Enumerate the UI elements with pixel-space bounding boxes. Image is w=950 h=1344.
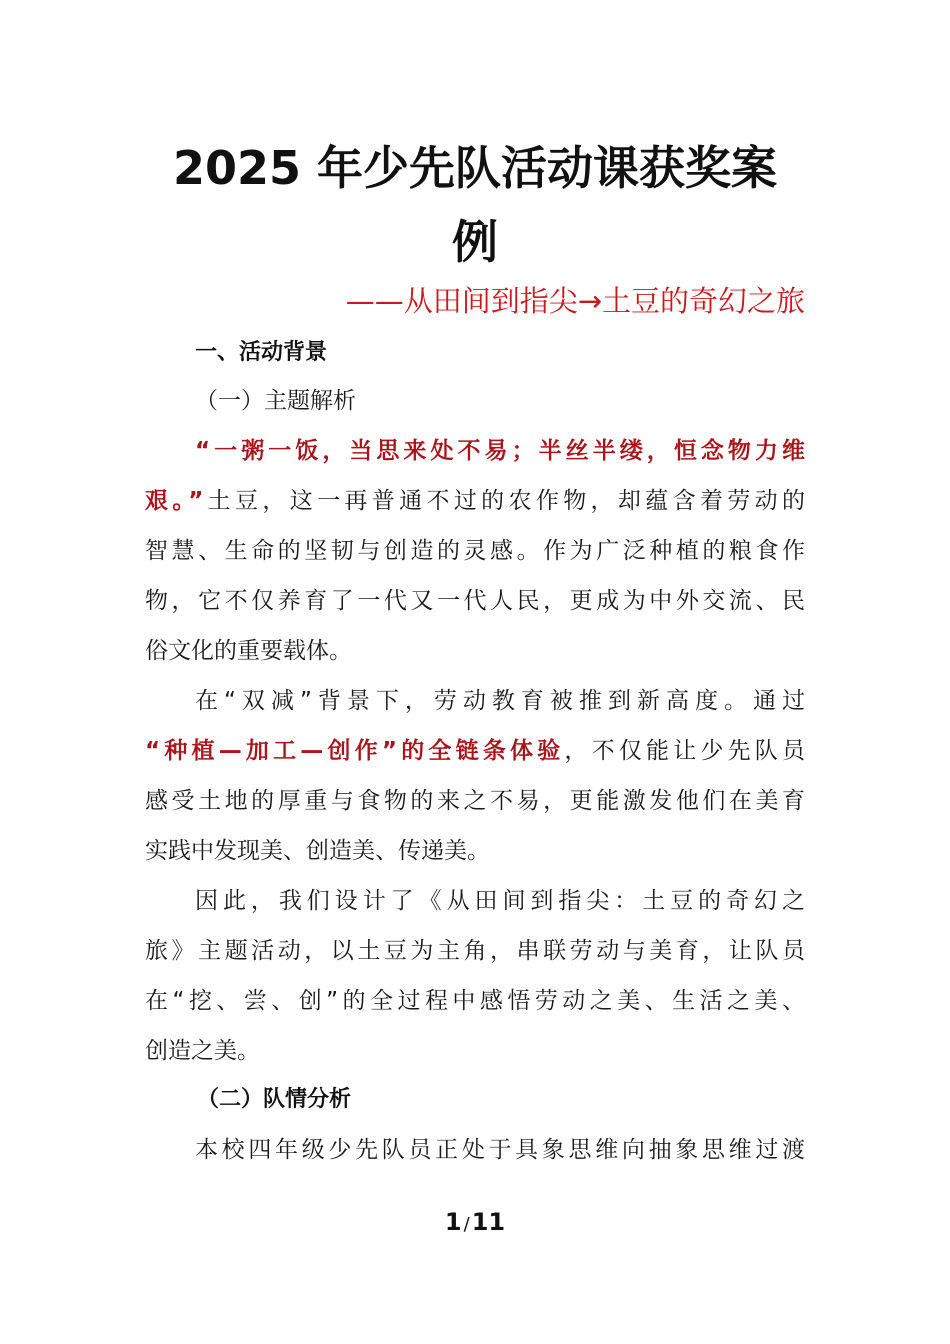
title-line-2: 例 [452, 215, 498, 269]
paragraph-3-line-4: 创造之美。 [145, 1038, 260, 1064]
paragraph-4-line-1: 本校四年级少先队员正处于具象思维向抽象思维过渡 [195, 1137, 805, 1163]
paragraph-1-line-5: 俗文化的重要载体。 [145, 638, 352, 664]
subsection-heading-theme: （一）主题解析 [195, 388, 356, 414]
paragraph-3-line-2: 旅》主题活动，以土豆为主角，串联劳动与美育，让队员 [145, 938, 805, 964]
quote-end: 艰。” [145, 488, 204, 514]
subtitle: ——从田间到指尖→土豆的奇幻之旅 [345, 284, 805, 318]
paragraph-1-line-2 [145, 481, 805, 521]
highlight-chain-experience: “种植—加工—创作”的全链条体验 [145, 738, 565, 764]
paragraph-2-line-1: 在“双减”背景下，劳动教育被推到新高度。通过 [195, 688, 805, 714]
page-current: 1 [444, 1208, 462, 1236]
subsection-heading-team: （二）队情分析 [197, 1087, 352, 1112]
page-separator: / [463, 1214, 470, 1235]
section-heading-background: 一、活动背景 [195, 340, 328, 365]
paragraph-2-line-4: 实践中发现美、创造美、传递美。 [145, 838, 490, 864]
quote-line-1: “一粥一饭，当思来处不易；半丝半缕，恒念物力维 [195, 438, 805, 464]
page-number [0, 1208, 950, 1236]
paragraph-2-line-2 [145, 731, 805, 771]
paragraph-2-line-3: 感受土地的厚重与食物的来之不易，更能激发他们在美育 [145, 788, 805, 814]
paragraph-3-line-3: 在“挖、尝、创”的全过程中感悟劳动之美、生活之美、 [145, 988, 805, 1014]
paragraph-3-line-1: 因此，我们设计了《从田间到指尖：土豆的奇幻之 [195, 888, 805, 914]
page-total: 11 [471, 1208, 506, 1236]
paragraph-1-line-3: 智慧、生命的坚韧与创造的灵感。作为广泛种植的粮食作 [145, 538, 805, 564]
paragraph-1-line-4: 物，它不仅养育了一代又一代人民，更成为中外交流、民 [145, 588, 805, 614]
paragraph-2-line-2-text: ，不仅能让少先队员 [564, 738, 806, 764]
title-line-1: 2025 年少先队活动课获奖案 [172, 141, 778, 195]
paragraph-1-line-2-text: 土豆，这一再普通不过的农作物，却蕴含着劳动的 [203, 488, 806, 514]
